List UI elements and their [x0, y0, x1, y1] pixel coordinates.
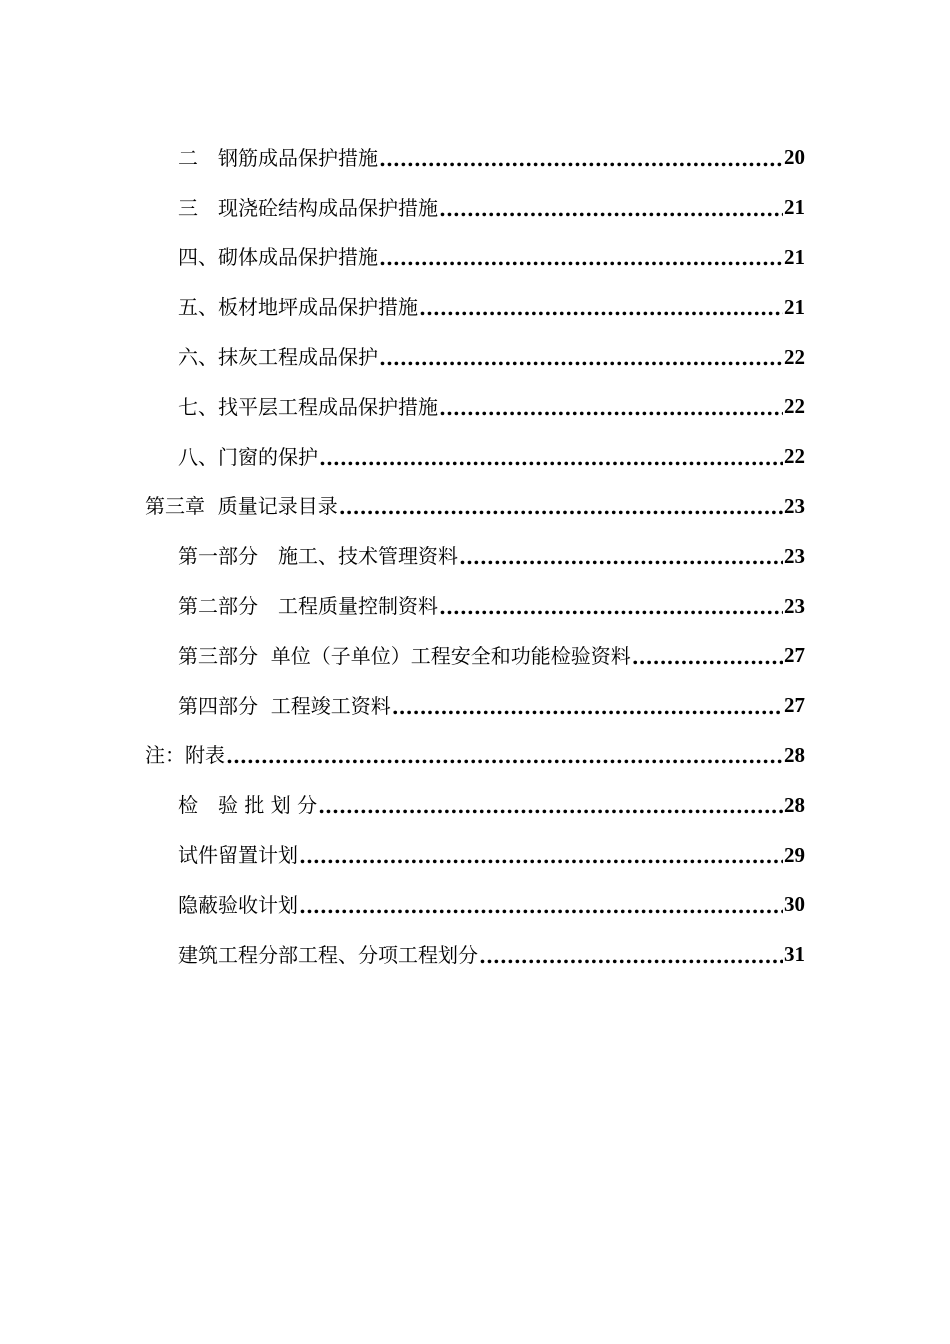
toc-dot-leader [379, 348, 783, 368]
toc-page-number: 27 [784, 693, 805, 718]
toc-dot-leader [319, 448, 783, 468]
table-of-contents [0, 133, 950, 980]
toc-entry-title: 建筑工程分部工程、分项工程划分 [178, 942, 478, 967]
toc-page-number: 22 [784, 444, 805, 469]
toc-entry-title: 第四部分 工程竣工资料 [178, 693, 391, 718]
toc-page-number: 29 [784, 842, 805, 867]
toc-entry[interactable] [0, 282, 950, 332]
toc-chapter-entry[interactable] [0, 482, 950, 532]
toc-dot-leader [299, 846, 783, 866]
toc-entry[interactable] [0, 681, 950, 731]
toc-page-number: 28 [784, 742, 805, 767]
toc-page-number: 21 [784, 244, 805, 269]
toc-dot-leader [318, 796, 783, 816]
toc-page-number: 31 [784, 942, 805, 967]
toc-entry-title: 第二部分 工程质量控制资料 [178, 594, 438, 619]
toc-entry-title: 六、抹灰工程成品保护 [178, 345, 378, 370]
toc-dot-leader [379, 149, 783, 169]
toc-entry[interactable] [0, 581, 950, 631]
toc-dot-leader [379, 248, 783, 268]
toc-page-number: 22 [784, 394, 805, 419]
toc-dot-leader [459, 547, 783, 567]
toc-entry-title: 二 钢筋成品保护措施 [178, 145, 378, 170]
toc-entry-title: 七、找平层工程成品保护措施 [178, 394, 438, 419]
toc-entry[interactable] [0, 880, 950, 930]
toc-page-number: 21 [784, 195, 805, 220]
toc-dot-leader [439, 398, 783, 418]
toc-entry[interactable] [0, 830, 950, 880]
toc-entry[interactable] [0, 930, 950, 980]
toc-dot-leader [479, 946, 783, 966]
toc-entry[interactable] [0, 133, 950, 183]
toc-entry[interactable] [0, 332, 950, 382]
toc-page-number: 23 [784, 493, 805, 518]
toc-entry-title: 五、板材地坪成品保护措施 [178, 295, 418, 320]
toc-dot-leader [632, 647, 783, 667]
toc-entry-title: 第一部分 施工、技术管理资料 [178, 544, 458, 569]
toc-dot-leader [339, 497, 783, 517]
toc-entry-title: 检 验 批 划 分 [178, 793, 318, 818]
toc-page-number: 23 [784, 543, 805, 568]
toc-dot-leader [439, 597, 783, 617]
toc-chapter-entry[interactable] [0, 731, 950, 781]
toc-entry[interactable] [0, 382, 950, 432]
toc-entry-title: 试件留置计划 [178, 843, 298, 868]
toc-entry-title: 隐蔽验收计划 [178, 892, 298, 917]
toc-page-number: 27 [784, 643, 805, 668]
toc-entry[interactable] [0, 631, 950, 681]
toc-entry[interactable] [0, 432, 950, 482]
toc-page-number: 23 [784, 593, 805, 618]
toc-dot-leader [439, 199, 783, 219]
toc-page-number: 30 [784, 892, 805, 917]
toc-page-number: 22 [784, 344, 805, 369]
toc-entry-title: 三 现浇砼结构成品保护措施 [178, 195, 438, 220]
toc-entry[interactable] [0, 531, 950, 581]
toc-page-number: 21 [784, 294, 805, 319]
toc-dot-leader [419, 298, 783, 318]
toc-page-number: 20 [784, 145, 805, 170]
toc-dot-leader [392, 697, 783, 717]
toc-entry-title: 第三部分 单位（子单位）工程安全和功能检验资料 [178, 643, 631, 668]
toc-entry-title: 第三章 质量记录目录 [145, 494, 338, 519]
toc-entry-title: 八、门窗的保护 [178, 444, 318, 469]
toc-entry-title: 四、砌体成品保护措施 [178, 245, 378, 270]
toc-dot-leader [299, 896, 783, 916]
toc-dot-leader [226, 746, 783, 766]
toc-entry[interactable] [0, 183, 950, 233]
toc-entry[interactable] [0, 233, 950, 283]
toc-entry-title: 注：附表 [145, 743, 225, 768]
toc-entry[interactable] [0, 780, 950, 830]
toc-page-number: 28 [784, 792, 805, 817]
